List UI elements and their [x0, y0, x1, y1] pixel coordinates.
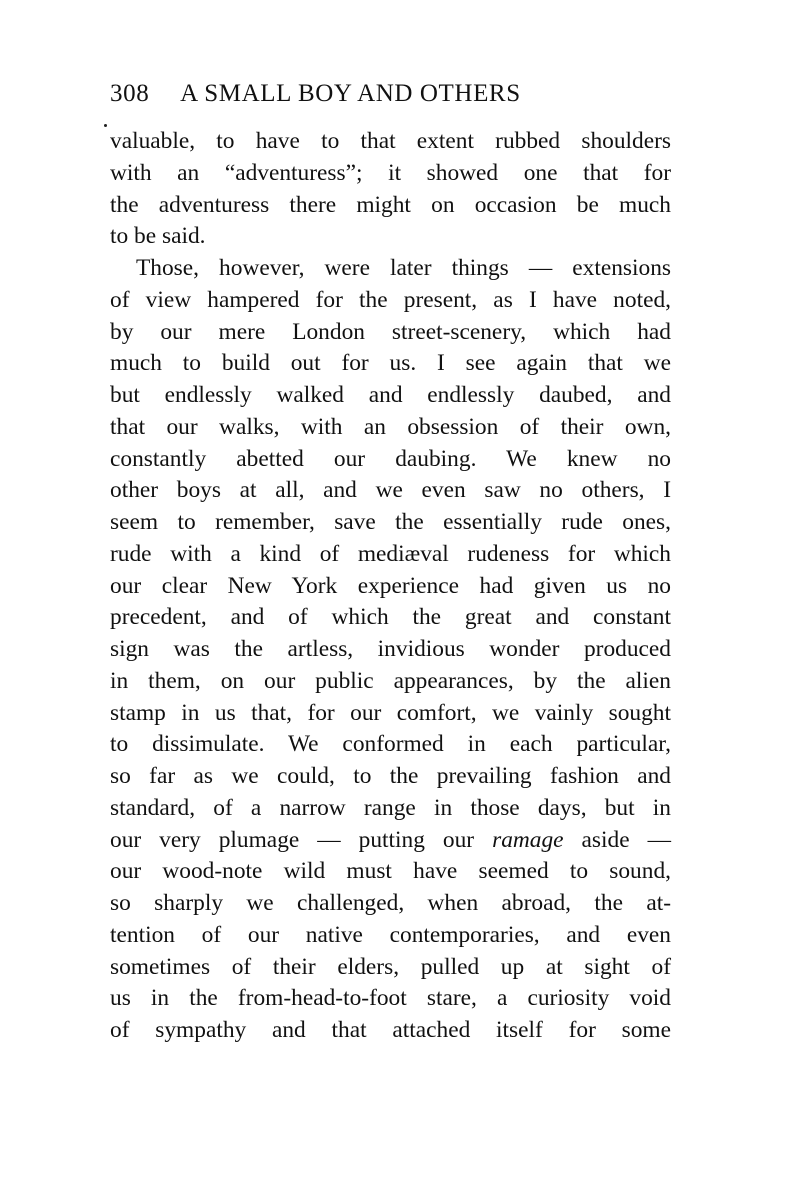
text-line: valuable, to have to that extent rubbed shoulders — [110, 128, 671, 154]
text-line: precedent, and of which the great and constant — [110, 604, 671, 631]
text-line: so sharply we challenged, when abroad, the at- — [110, 890, 671, 916]
text-line-with-italic — [110, 825, 671, 857]
text-line: sign was the artless, invidious wonder produced — [110, 636, 671, 662]
text-line: of sympathy and that attached itself for some — [110, 1017, 671, 1043]
italic-word: ramage — [492, 826, 564, 853]
running-header — [110, 80, 680, 116]
page-number: 308 — [110, 80, 150, 107]
paragraph-first-line: Those, however, were later things — extensions — [136, 255, 671, 281]
text-line: of view hampered for the present, as I have noted, — [110, 286, 671, 313]
text-line: in them, on our public appearances, by the alien — [110, 667, 671, 694]
running-title: A SMALL BOY AND OTHERS — [180, 80, 521, 107]
text-line: our clear New York experience had given us no — [110, 572, 671, 599]
text-line: to be said. — [110, 223, 206, 250]
text-line: with an “adventuress”; it showed one that for — [110, 159, 671, 186]
text-line: our wood-note wild must have seemed to sound, — [110, 858, 671, 885]
ink-speck — [104, 124, 107, 127]
text-line: sometimes of their elders, pulled up at sight of — [110, 953, 671, 980]
text-line: constantly abetted our daubing. We knew no — [110, 445, 671, 472]
text-line: stamp in us that, for our comfort, we vainly sought — [110, 699, 671, 726]
text-line: rude with a kind of mediæval rudeness for which — [110, 540, 671, 567]
text-line: the adventuress there might on occasion be much — [110, 191, 671, 218]
text-line: other boys at all, and we even saw no others, I — [110, 477, 671, 504]
text-line: but endlessly walked and endlessly daubed, and — [110, 382, 671, 408]
text-line: standard, of a narrow range in those days, but in — [110, 794, 671, 821]
text-line: by our mere London street-scenery, which had — [110, 318, 671, 345]
text-line: that our walks, with an obsession of their own, — [110, 413, 671, 440]
text-line: much to build out for us. I see again that we — [110, 350, 671, 377]
text-segment: our very plumage — putting our — [110, 826, 493, 853]
text-line: seem to remember, save the essentially rude ones, — [110, 509, 671, 535]
text-segment: aside — — [563, 826, 671, 853]
text-line: to dissimulate. We conformed in each particular, — [110, 731, 671, 758]
text-line: so far as we could, to the prevailing fashion and — [110, 763, 671, 789]
text-line: tention of our native contemporaries, and even — [110, 921, 671, 948]
text-line: us in the from-head-to-foot stare, a curiosity void — [110, 985, 671, 1012]
body-text — [110, 126, 671, 1047]
